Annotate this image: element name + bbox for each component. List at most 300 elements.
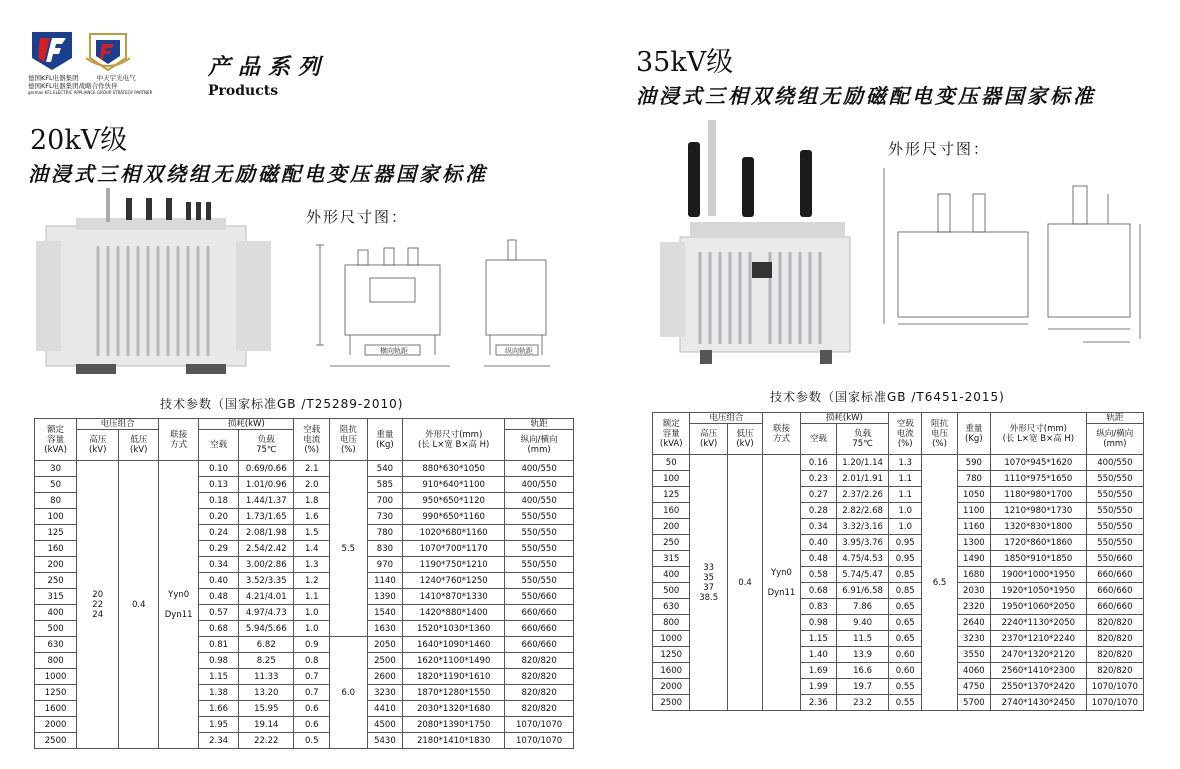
cell-noload-current: 0.65 (889, 599, 922, 615)
cell-rail: 820/820 (505, 701, 574, 717)
cell-rail: 1070/1070 (505, 717, 574, 733)
logo-caption-left: 德国KFL电器集团 (28, 74, 79, 82)
logo-subcaption: 德国KFL电器集团战略合作伙伴 (28, 82, 118, 90)
cell-rail: 550/660 (505, 589, 574, 605)
cell-rail: 550/550 (505, 525, 574, 541)
cell-noload-current: 0.85 (889, 583, 922, 599)
right-title: 油浸式三相双绕组无励磁配电变压器国家标准 (636, 84, 1096, 108)
cell-load-loss: 2.54/2.42 (239, 541, 294, 557)
cell-rail: 660/660 (1086, 567, 1143, 583)
cell-rail: 400/550 (1086, 455, 1143, 471)
cell-noload-loss: 0.98 (800, 615, 836, 631)
cell-dimensions: 2180*1410*1830 (403, 733, 505, 749)
cell-capacity: 1250 (35, 685, 77, 701)
cell-capacity: 200 (653, 519, 690, 535)
cell-load-loss: 23.2 (837, 695, 889, 711)
cell-capacity: 200 (35, 557, 77, 573)
cell-noload-current: 0.5 (294, 733, 329, 749)
cell-noload-current: 0.55 (889, 695, 922, 711)
cell-capacity: 100 (35, 509, 77, 525)
cell-weight: 4410 (367, 701, 402, 717)
cell-rail: 400/550 (505, 493, 574, 509)
th-connection: 联接 方式 (159, 419, 199, 461)
cell-noload-current: 1.5 (294, 525, 329, 541)
cell-noload-loss: 0.58 (800, 567, 836, 583)
transformer-20kv-photo (36, 186, 276, 384)
th-rail-sub: 纵向/横向 (mm) (505, 430, 574, 461)
cell-noload-current: 1.0 (889, 519, 922, 535)
cell-load-loss: 7.86 (837, 599, 889, 615)
cell-noload-loss: 0.34 (199, 557, 239, 573)
cell-rail: 550/550 (1086, 487, 1143, 503)
left-dimension-label: 外形尺寸图： (306, 208, 409, 226)
cell-noload-loss: 0.68 (800, 583, 836, 599)
cell-rail: 550/550 (1086, 535, 1143, 551)
cell-noload-current: 1.1 (889, 471, 922, 487)
r-th-loss: 损耗(kW) (800, 413, 888, 424)
cell-weight: 1540 (367, 605, 402, 621)
cell-capacity: 400 (35, 605, 77, 621)
r-th-lv: 低压 (kV) (727, 424, 762, 455)
table-row (653, 455, 1144, 471)
cell-load-loss: 3.32/3.16 (837, 519, 889, 535)
cell-dimensions: 1320*830*1800 (991, 519, 1087, 535)
th-dimensions: 外形尺寸(mm) (长 L×宽 B×高 H) (403, 419, 505, 461)
left-title: 油浸式三相双绕组无励磁配电变压器国家标准 (28, 162, 488, 186)
cell-load-loss: 3.00/2.86 (239, 557, 294, 573)
drawing-label-longitudinal: 纵向轨距 (505, 347, 533, 355)
cell-dimensions: 880*630*1050 (403, 461, 505, 477)
cell-weight: 1630 (367, 621, 402, 637)
cell-capacity: 800 (35, 653, 77, 669)
cell-capacity: 160 (35, 541, 77, 557)
cell-weight: 2500 (367, 653, 402, 669)
cell-dimensions: 2550*1370*2420 (991, 679, 1087, 695)
cell-noload-current: 1.1 (889, 487, 922, 503)
cell-noload-current: 0.6 (294, 717, 329, 733)
cell-noload-current: 1.0 (294, 605, 329, 621)
cell-capacity: 1000 (35, 669, 77, 685)
cell-capacity: 2000 (653, 679, 690, 695)
cell-weight: 700 (367, 493, 402, 509)
th-noload-current: 空载 电流 (%) (294, 419, 329, 461)
cell-weight: 1160 (957, 519, 990, 535)
cell-load-loss: 2.82/2.68 (837, 503, 889, 519)
cell-noload-loss: 2.36 (800, 695, 836, 711)
cell-noload-loss: 0.10 (199, 461, 239, 477)
r-th-dimensions: 外形尺寸(mm) (长 L×宽 B×高 H) (991, 413, 1087, 455)
cell-weight: 1300 (957, 535, 990, 551)
cell-load-loss: 5.74/5.47 (837, 567, 889, 583)
cell-rail: 820/820 (1086, 663, 1143, 679)
cell-noload-current: 1.8 (294, 493, 329, 509)
cell-impedance: 6.0 (329, 637, 367, 749)
cell-capacity: 80 (35, 493, 77, 509)
cell-dimensions: 2240*1130*2050 (991, 615, 1087, 631)
cell-capacity: 800 (653, 615, 690, 631)
cell-weight: 970 (367, 557, 402, 573)
cell-capacity: 50 (35, 477, 77, 493)
cell-noload-loss: 1.95 (199, 717, 239, 733)
cell-weight: 1140 (367, 573, 402, 589)
cell-dimensions: 1070*945*1620 (991, 455, 1087, 471)
cell-noload-current: 0.95 (889, 535, 922, 551)
left-spec-table (34, 418, 574, 749)
cell-rail: 820/820 (505, 653, 574, 669)
cell-weight: 5700 (957, 695, 990, 711)
cell-load-loss: 0.69/0.66 (239, 461, 294, 477)
cell-noload-current: 1.3 (889, 455, 922, 471)
cell-dimensions: 1410*870*1330 (403, 589, 505, 605)
cell-noload-current: 0.6 (294, 701, 329, 717)
cell-capacity: 315 (653, 551, 690, 567)
series-title-en: Products (208, 83, 279, 99)
r-th-rail-sub: 纵向/横向 (mm) (1086, 424, 1143, 455)
kfl-logo-icon (28, 28, 76, 72)
table-row (35, 461, 574, 477)
cell-noload-current: 0.8 (294, 653, 329, 669)
cell-weight: 4750 (957, 679, 990, 695)
left-kv-heading: 20kV级 (30, 125, 128, 156)
cell-dimensions: 1180*980*1700 (991, 487, 1087, 503)
cell-load-loss: 1.44/1.37 (239, 493, 294, 509)
cell-weight: 1490 (957, 551, 990, 567)
cell-weight: 3550 (957, 647, 990, 663)
cell-capacity: 250 (653, 535, 690, 551)
cell-weight: 3230 (367, 685, 402, 701)
cell-weight: 1050 (957, 487, 990, 503)
cell-noload-loss: 0.23 (800, 471, 836, 487)
th-load: 负载 75℃ (239, 430, 294, 461)
cell-weight: 1390 (367, 589, 402, 605)
cell-dimensions: 1870*1280*1550 (403, 685, 505, 701)
cell-capacity: 160 (653, 503, 690, 519)
cell-load-loss: 4.97/4.73 (239, 605, 294, 621)
cell-capacity: 2500 (35, 733, 77, 749)
cell-load-loss: 2.01/1.91 (837, 471, 889, 487)
cell-noload-current: 0.95 (889, 551, 922, 567)
cell-rail: 820/820 (1086, 615, 1143, 631)
cell-noload-current: 0.55 (889, 679, 922, 695)
drawing-label-transverse: 横向轨距 (380, 347, 408, 355)
cell-load-loss: 19.14 (239, 717, 294, 733)
cell-weight: 730 (367, 509, 402, 525)
cell-hv: 33 35 37 38.5 (690, 455, 727, 711)
cell-dimensions: 2740*1430*2450 (991, 695, 1087, 711)
cell-rail: 660/660 (505, 637, 574, 653)
cell-noload-current: 1.0 (889, 503, 922, 519)
cell-dimensions: 1420*880*1400 (403, 605, 505, 621)
cell-weight: 540 (367, 461, 402, 477)
cell-load-loss: 1.73/1.65 (239, 509, 294, 525)
cell-capacity: 630 (35, 637, 77, 653)
cell-weight: 830 (367, 541, 402, 557)
cell-load-loss: 19.7 (837, 679, 889, 695)
cell-weight: 2600 (367, 669, 402, 685)
cell-dimensions: 1190*750*1210 (403, 557, 505, 573)
cell-load-loss: 16.6 (837, 663, 889, 679)
cell-rail: 400/550 (505, 461, 574, 477)
cell-rail: 660/660 (1086, 599, 1143, 615)
cell-noload-current: 1.0 (294, 621, 329, 637)
cell-weight: 780 (957, 471, 990, 487)
cell-rail: 820/820 (505, 685, 574, 701)
th-lv: 低压 (kV) (119, 430, 159, 461)
cell-noload-current: 2.0 (294, 477, 329, 493)
cell-noload-loss: 1.40 (800, 647, 836, 663)
cell-impedance: 6.5 (922, 455, 957, 711)
cell-noload-loss: 0.40 (199, 573, 239, 589)
cell-load-loss: 4.21/4.01 (239, 589, 294, 605)
cell-noload-loss: 0.13 (199, 477, 239, 493)
cell-noload-current: 0.60 (889, 663, 922, 679)
cell-weight: 4060 (957, 663, 990, 679)
cell-load-loss: 2.08/1.98 (239, 525, 294, 541)
cell-dimensions: 910*640*1100 (403, 477, 505, 493)
th-voltage-group: 电压组合 (77, 419, 159, 430)
cell-rail: 660/660 (505, 621, 574, 637)
r-th-connection: 联接 方式 (763, 413, 800, 455)
cell-capacity: 500 (35, 621, 77, 637)
cell-load-loss: 1.20/1.14 (837, 455, 889, 471)
th-loss: 损耗(kW) (199, 419, 294, 430)
series-heading (208, 50, 328, 99)
cell-noload-loss: 0.68 (199, 621, 239, 637)
cell-noload-current: 0.85 (889, 567, 922, 583)
cell-dimensions: 2560*1410*2300 (991, 663, 1087, 679)
th-noload: 空载 (199, 430, 239, 461)
left-outline-drawing (300, 230, 560, 380)
cell-weight: 590 (957, 455, 990, 471)
ztyg-logo-icon (84, 28, 132, 72)
cell-noload-loss: 1.66 (199, 701, 239, 717)
cell-dimensions: 2030*1320*1680 (403, 701, 505, 717)
cell-load-loss: 22.22 (239, 733, 294, 749)
cell-load-loss: 6.82 (239, 637, 294, 653)
r-th-noload-current: 空载 电流 (%) (889, 413, 922, 455)
cell-lv: 0.4 (727, 455, 762, 711)
cell-capacity: 1000 (653, 631, 690, 647)
cell-connection: Yyn0 Dyn11 (763, 455, 800, 711)
cell-rail: 550/550 (505, 573, 574, 589)
th-capacity: 额定 容量 (kVA) (35, 419, 77, 461)
cell-noload-current: 1.4 (294, 541, 329, 557)
cell-rail: 550/660 (1086, 551, 1143, 567)
cell-dimensions: 1210*980*1730 (991, 503, 1087, 519)
cell-noload-loss: 1.38 (199, 685, 239, 701)
cell-noload-loss: 0.29 (199, 541, 239, 557)
cell-rail: 550/550 (505, 541, 574, 557)
right-spec-table (652, 412, 1144, 711)
cell-capacity: 125 (653, 487, 690, 503)
cell-dimensions: 1920*1050*1950 (991, 583, 1087, 599)
cell-weight: 780 (367, 525, 402, 541)
cell-noload-loss: 0.34 (800, 519, 836, 535)
cell-dimensions: 950*650*1120 (403, 493, 505, 509)
cell-load-loss: 11.5 (837, 631, 889, 647)
right-dimension-label: 外形尺寸图： (888, 140, 991, 158)
cell-noload-loss: 0.48 (199, 589, 239, 605)
th-hv: 高压 (kV) (77, 430, 119, 461)
right-tech-title: 技术参数（国家标准GB /T6451-2015) (770, 390, 1005, 404)
cell-load-loss: 5.94/5.66 (239, 621, 294, 637)
cell-rail: 550/550 (505, 557, 574, 573)
cell-noload-loss: 0.81 (199, 637, 239, 653)
r-th-impedance: 阻抗 电压 (%) (922, 413, 957, 455)
cell-noload-current: 1.3 (294, 557, 329, 573)
cell-noload-current: 0.65 (889, 615, 922, 631)
cell-dimensions: 1110*975*1650 (991, 471, 1087, 487)
cell-dimensions: 1900*1000*1950 (991, 567, 1087, 583)
right-outline-drawing (878, 164, 1144, 356)
cell-weight: 4500 (367, 717, 402, 733)
cell-dimensions: 1620*1100*1490 (403, 653, 505, 669)
cell-rail: 1070/1070 (1086, 679, 1143, 695)
cell-rail: 820/820 (1086, 631, 1143, 647)
cell-noload-current: 2.1 (294, 461, 329, 477)
cell-load-loss: 6.91/6.58 (837, 583, 889, 599)
cell-noload-current: 0.65 (889, 631, 922, 647)
left-table-body (35, 461, 574, 749)
cell-dimensions: 1240*760*1250 (403, 573, 505, 589)
th-weight: 重量 (Kg) (367, 419, 402, 461)
cell-capacity: 30 (35, 461, 77, 477)
cell-weight: 3230 (957, 631, 990, 647)
cell-weight: 2640 (957, 615, 990, 631)
cell-capacity: 2500 (653, 695, 690, 711)
r-th-weight: 重量 (Kg) (957, 413, 990, 455)
series-title-cn: 产品系列 (208, 55, 329, 80)
cell-noload-loss: 0.16 (800, 455, 836, 471)
cell-rail: 550/550 (1086, 471, 1143, 487)
th-rail: 轨距 (505, 419, 574, 430)
cell-rail: 1070/1070 (505, 733, 574, 749)
transformer-35kv-photo (660, 112, 860, 368)
cell-load-loss: 3.52/3.35 (239, 573, 294, 589)
cell-capacity: 315 (35, 589, 77, 605)
r-th-rail: 轨距 (1086, 413, 1143, 424)
cell-noload-current: 0.7 (294, 669, 329, 685)
cell-noload-loss: 0.20 (199, 509, 239, 525)
cell-rail: 660/660 (505, 605, 574, 621)
cell-dimensions: 990*650*1160 (403, 509, 505, 525)
cell-weight: 2320 (957, 599, 990, 615)
cell-rail: 820/820 (1086, 647, 1143, 663)
cell-dimensions: 1070*700*1170 (403, 541, 505, 557)
cell-noload-loss: 0.98 (199, 653, 239, 669)
cell-weight: 5430 (367, 733, 402, 749)
cell-dimensions: 2370*1210*2240 (991, 631, 1087, 647)
r-th-voltage-group: 电压组合 (690, 413, 763, 424)
cell-impedance: 5.5 (329, 461, 367, 637)
cell-capacity: 100 (653, 471, 690, 487)
cell-weight: 2050 (367, 637, 402, 653)
logo-caption-right: 中天宇光电气 (96, 74, 136, 82)
cell-rail: 820/820 (505, 669, 574, 685)
cell-noload-current: 0.9 (294, 637, 329, 653)
cell-capacity: 1600 (35, 701, 77, 717)
cell-load-loss: 1.01/0.96 (239, 477, 294, 493)
r-th-load: 负载 75℃ (837, 424, 889, 455)
cell-load-loss: 13.9 (837, 647, 889, 663)
cell-weight: 2030 (957, 583, 990, 599)
cell-capacity: 1250 (653, 647, 690, 663)
cell-hv: 20 22 24 (77, 461, 119, 749)
cell-capacity: 630 (653, 599, 690, 615)
logo-subcaption-en: german KFL ELECTRIC APPLIANCE GROUP STRATEGY PARTNER (28, 90, 153, 95)
cell-noload-current: 0.7 (294, 685, 329, 701)
cell-rail: 550/550 (505, 509, 574, 525)
cell-capacity: 250 (35, 573, 77, 589)
cell-noload-loss: 0.48 (800, 551, 836, 567)
cell-dimensions: 1950*1060*2050 (991, 599, 1087, 615)
cell-load-loss: 15.95 (239, 701, 294, 717)
cell-load-loss: 13.20 (239, 685, 294, 701)
cell-weight: 585 (367, 477, 402, 493)
cell-noload-loss: 1.69 (800, 663, 836, 679)
th-impedance: 阻抗 电压 (%) (329, 419, 367, 461)
cell-noload-current: 1.2 (294, 573, 329, 589)
cell-connection: Yyn0 Dyn11 (159, 461, 199, 749)
left-tech-title: 技术参数（国家标准GB /T25289-2010) (160, 397, 404, 411)
r-th-noload: 空载 (800, 424, 836, 455)
cell-dimensions: 1820*1190*1610 (403, 669, 505, 685)
cell-noload-loss: 0.28 (800, 503, 836, 519)
cell-capacity: 50 (653, 455, 690, 471)
cell-noload-current: 1.1 (294, 589, 329, 605)
cell-capacity: 400 (653, 567, 690, 583)
right-table-body (653, 455, 1144, 711)
cell-dimensions: 1720*860*1860 (991, 535, 1087, 551)
r-th-hv: 高压 (kV) (690, 424, 727, 455)
cell-noload-loss: 0.18 (199, 493, 239, 509)
cell-dimensions: 2080*1390*1750 (403, 717, 505, 733)
right-kv-heading: 35kV级 (636, 47, 734, 78)
cell-dimensions: 1520*1030*1360 (403, 621, 505, 637)
cell-capacity: 500 (653, 583, 690, 599)
r-th-capacity: 额定 容量 (kVA) (653, 413, 690, 455)
cell-dimensions: 2470*1320*2120 (991, 647, 1087, 663)
cell-noload-loss: 0.24 (199, 525, 239, 541)
cell-noload-loss: 0.27 (800, 487, 836, 503)
cell-noload-loss: 1.99 (800, 679, 836, 695)
cell-noload-loss: 0.83 (800, 599, 836, 615)
company-logo (28, 28, 178, 95)
cell-load-loss: 2.37/2.26 (837, 487, 889, 503)
cell-noload-loss: 2.34 (199, 733, 239, 749)
cell-load-loss: 11.33 (239, 669, 294, 685)
cell-weight: 1680 (957, 567, 990, 583)
cell-lv: 0.4 (119, 461, 159, 749)
cell-rail: 660/660 (1086, 583, 1143, 599)
cell-noload-loss: 0.57 (199, 605, 239, 621)
cell-rail: 400/550 (505, 477, 574, 493)
cell-load-loss: 9.40 (837, 615, 889, 631)
cell-dimensions: 1850*910*1850 (991, 551, 1087, 567)
cell-noload-current: 0.60 (889, 647, 922, 663)
cell-noload-current: 1.6 (294, 509, 329, 525)
cell-noload-loss: 0.40 (800, 535, 836, 551)
cell-capacity: 125 (35, 525, 77, 541)
cell-noload-loss: 1.15 (800, 631, 836, 647)
cell-dimensions: 1020*680*1160 (403, 525, 505, 541)
cell-weight: 1100 (957, 503, 990, 519)
cell-dimensions: 1640*1090*1460 (403, 637, 505, 653)
cell-rail: 550/550 (1086, 519, 1143, 535)
cell-capacity: 1600 (653, 663, 690, 679)
cell-load-loss: 3.95/3.76 (837, 535, 889, 551)
cell-load-loss: 8.25 (239, 653, 294, 669)
